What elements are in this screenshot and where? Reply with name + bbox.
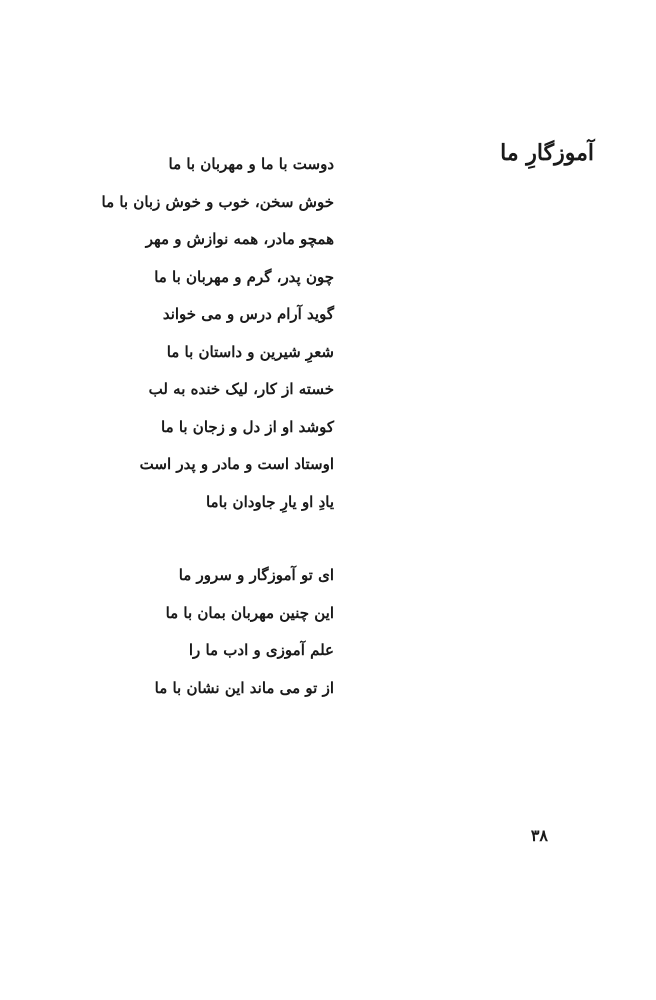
verse-line: همچو مادر، همه نوازش و مهر [145, 230, 334, 248]
verse-line: یادِ او یارِ جاودان باما [205, 492, 334, 511]
verse-line: کوشد او از دل و زجان با ما [161, 417, 334, 436]
verse-line: دوست با ما و مهربان با ما [168, 155, 334, 173]
verse-line: خوش سخن، خوب و خوش زبان با ما [101, 192, 334, 211]
verse-line: علم آموزی و ادب ما را [188, 641, 334, 659]
verse-line: این چنین مهربان بمان با ما [165, 603, 334, 622]
verse-line: چون پدر، گرم و مهربان با ما [154, 267, 334, 286]
verse-line: از تو می ماند این نشان با ما [154, 678, 334, 697]
verse-line: اوستاد است و مادر و پدر است [139, 455, 334, 473]
stanza-separator [74, 521, 334, 557]
stanza-2 [74, 557, 334, 707]
verse-line: ای تو آموزگار و سرور ما [178, 566, 334, 584]
verse-line: خسته از کار، لیک خنده به لب [148, 380, 334, 398]
verse-line: شعرِ شیرین و داستان با ما [166, 342, 334, 361]
poem-title: آموزگارِ ما [500, 140, 594, 166]
stanza-1 [74, 146, 334, 521]
poem-body [74, 146, 334, 707]
page-number: ۳۸ [530, 826, 548, 845]
verse-line: گوید آرام درس و می خواند [162, 305, 334, 323]
